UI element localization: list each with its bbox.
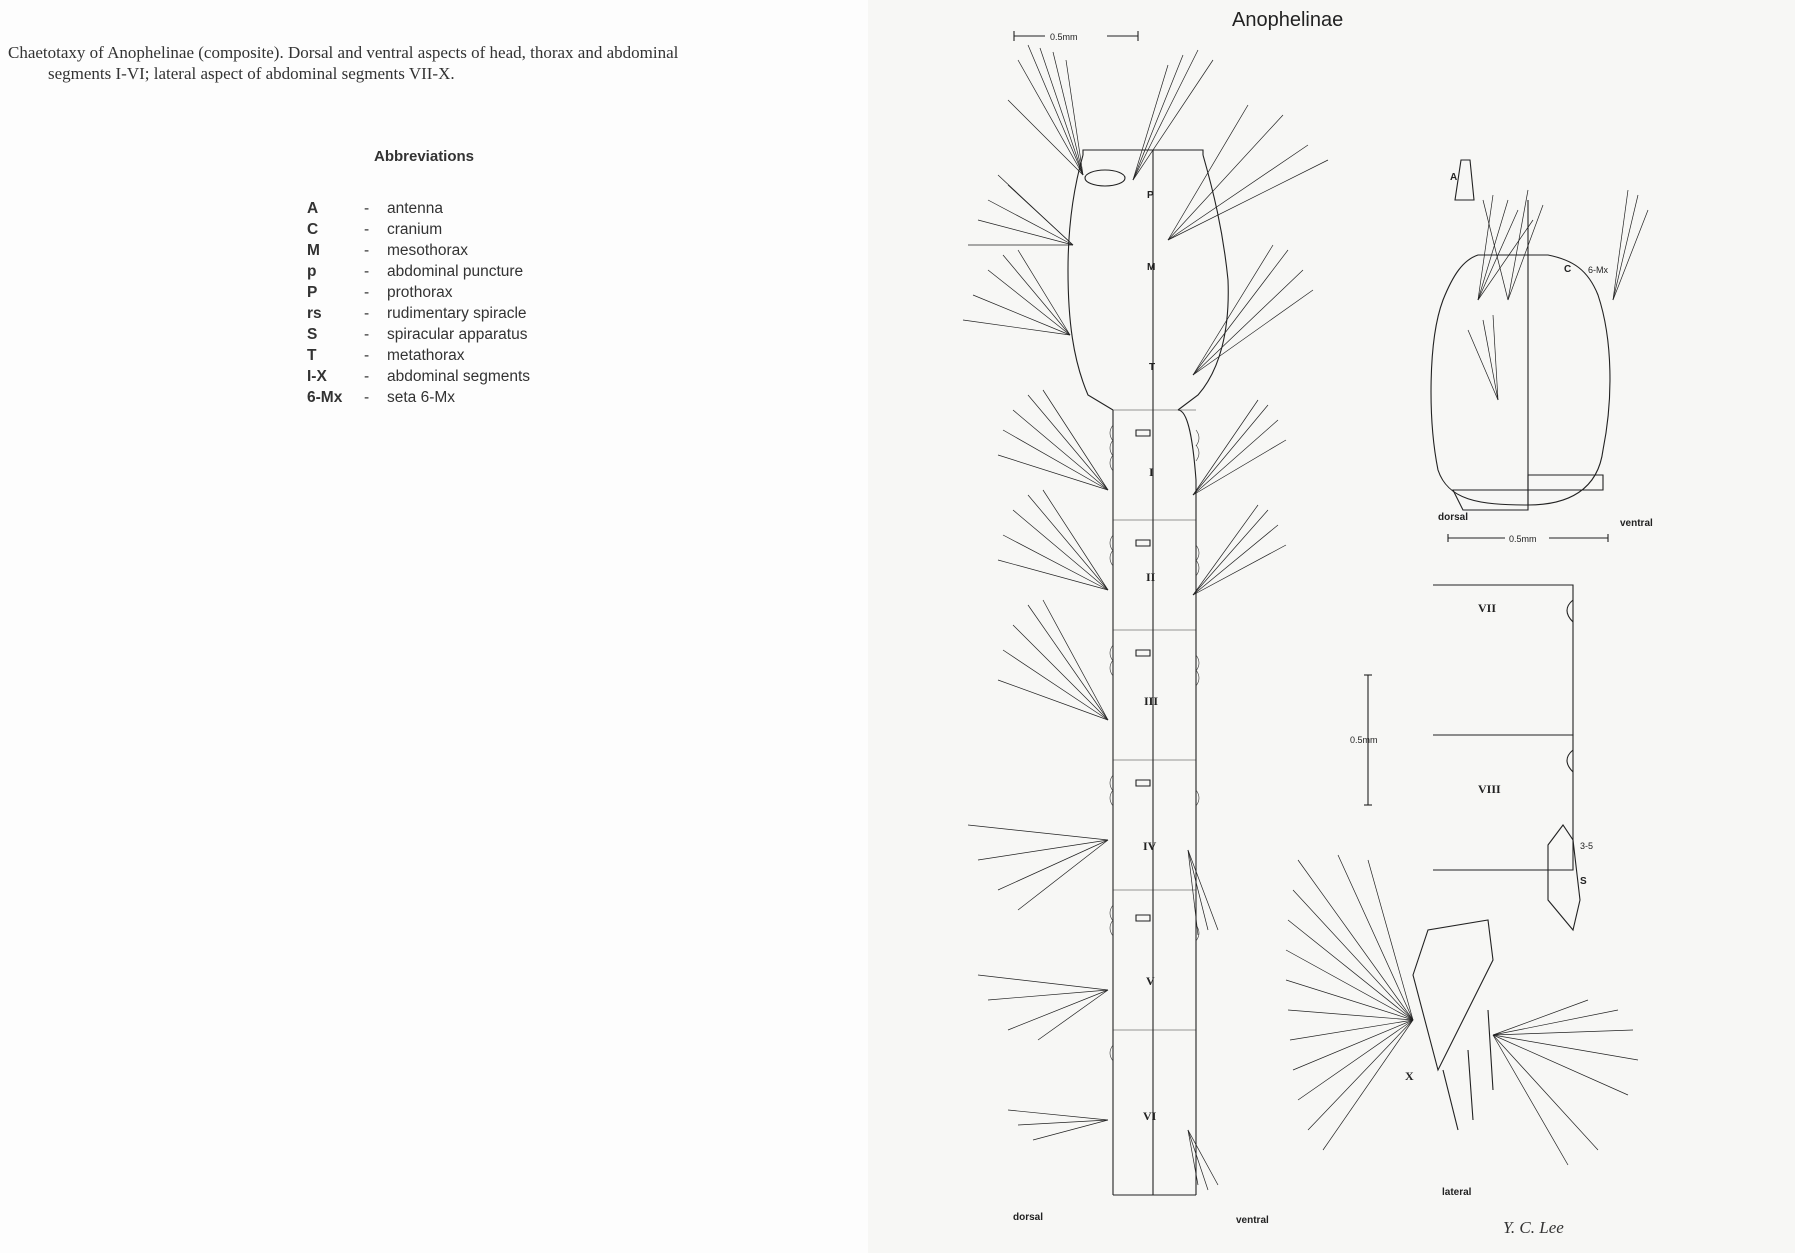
abbreviation-dash: - [364,242,370,259]
segment-label-IV: IV [1143,839,1157,853]
main-scale-label: 0.5mm [1050,32,1078,42]
dorsal-setae-fans [963,45,1108,1140]
abbreviation-dash: - [364,221,370,238]
segment-label-III: III [1144,694,1159,708]
plate-title: Anophelinae [1232,9,1344,31]
label-antenna: A [1450,172,1458,183]
segment-label-VI: VI [1143,1109,1157,1123]
abbreviation-dash: - [364,305,370,322]
left-page [0,0,868,1253]
label-dorsal-head: dorsal [1438,512,1469,523]
abbreviation-definition: spiracular apparatus [387,326,528,343]
abbreviation-term: S [307,326,318,343]
head-setae-fan [1468,190,1648,400]
lateral-label-X: X [1405,1069,1414,1083]
abbreviation-definition: abdominal segments [387,368,531,385]
seta-fan [1133,50,1213,180]
seta-fan [998,390,1108,490]
label-setae-3-5: 3-5 [1580,841,1594,851]
caption-line-2: segments I-VI; lateral aspect of abdominal segments VII-X. [48,64,455,83]
seta-fan [1193,505,1286,595]
abbreviation-dash: - [364,326,370,343]
abbreviation-dash: - [364,200,370,217]
figure-caption [8,42,848,84]
seta-fan [968,825,1108,910]
label-cranium: C [1564,264,1572,275]
abbreviation-term: A [307,200,319,217]
label-ventral-head: ventral [1620,518,1653,529]
segment-labels [1143,465,1158,1123]
seta-fan [1193,245,1313,375]
abbreviation-definition: mesothorax [387,242,468,259]
abbreviation-term: I-X [307,368,327,385]
abbreviation-definition: prothorax [387,284,453,301]
abbreviation-definition: antenna [387,200,444,217]
segment-label-I: I [1149,465,1154,479]
head-drawing [1431,160,1653,545]
label-spiracle: S [1580,876,1587,887]
abbreviation-term: C [307,221,319,238]
region-label-mesothorax: M [1147,262,1156,273]
abbreviations-heading: Abbreviations [374,148,475,165]
abbreviation-definition: seta 6-Mx [387,389,456,406]
seta-fan [963,250,1070,335]
abbreviation-term: p [307,263,317,280]
lateral-segments-drawing [1286,585,1638,1198]
seta-fan [998,600,1108,720]
lateral-label-VIII: VIII [1478,782,1501,796]
abbreviation-dash: - [364,347,370,364]
head-scale-label: 0.5mm [1509,534,1537,544]
seta-fan [1188,850,1218,935]
saddle-seta-fan [1493,1000,1638,1165]
ventral-brush [1286,855,1413,1150]
label-ventral-main: ventral [1236,1215,1269,1226]
abbreviation-term: P [307,284,318,301]
label-lateral: lateral [1442,1187,1472,1198]
seta-fan [998,490,1108,590]
seta-fan [1008,1110,1108,1140]
caption-line-1: Chaetotaxy of Anophelinae (composite). Dorsal and ventral aspects of head, thorax and abdominal [8,43,679,62]
seta-fan [1193,400,1286,495]
ventral-setae-fans [1133,50,1328,1190]
label-dorsal-main: dorsal [1013,1212,1044,1223]
abbreviation-term: 6-Mx [307,389,343,406]
seta-fan [1188,1130,1218,1190]
main-scale-bar [1014,29,1138,43]
segment-label-II: II [1146,570,1156,584]
abbreviation-dash: - [364,368,370,385]
abbreviation-term: M [307,242,320,259]
seta-fan [968,175,1073,245]
region-label-metathorax: T [1149,362,1156,373]
segment-label-V: V [1146,974,1155,988]
seta-fan [1168,105,1328,240]
abbreviation-term: rs [307,305,322,322]
abbreviation-term: T [307,347,317,364]
abbreviation-dash: - [364,263,370,280]
chaetotaxy-plate [868,0,1795,1253]
abbreviation-definition: metathorax [387,347,465,364]
abbreviation-dash: - [364,389,370,406]
region-label-prothorax: P [1147,190,1154,201]
seta-fan [1008,45,1083,175]
lateral-label-VII: VII [1478,601,1497,615]
abbreviation-definition: rudimentary spiracle [387,305,527,322]
larva-body-outline [1068,150,1228,1195]
lateral-scale-label: 0.5mm [1350,735,1378,745]
abbreviation-definition: cranium [387,221,443,238]
abbreviation-definition: abdominal puncture [387,263,524,280]
artist-signature: Y. C. Lee [1503,1218,1564,1237]
abbreviation-dash: - [364,284,370,301]
label-6-mx: 6-Mx [1588,265,1608,275]
body-region-labels [1147,190,1155,373]
seta-fan [978,975,1108,1040]
